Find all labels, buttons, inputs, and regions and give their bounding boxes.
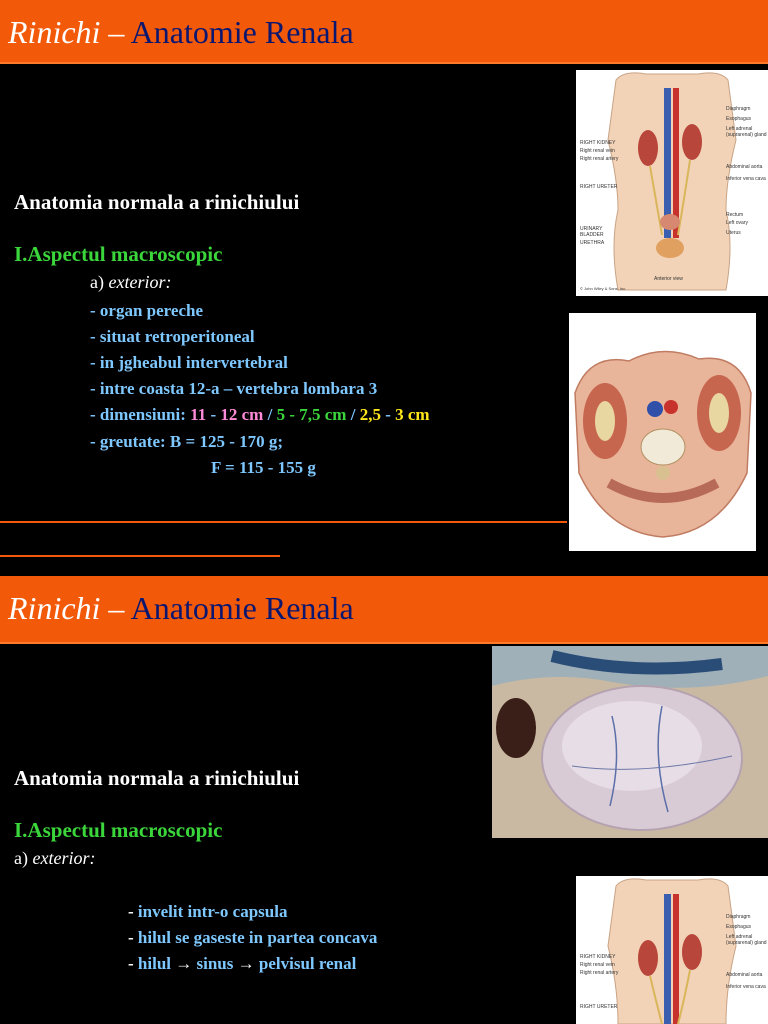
label-right-renal-artery: Right renal artery xyxy=(580,156,619,162)
label-adrenal-gland: (suprarenal) gland xyxy=(726,132,767,138)
label-right-kidney: RIGHT KIDNEY xyxy=(580,140,616,146)
bullet-item: - invelit intr-o capsula xyxy=(128,902,288,921)
title-bar xyxy=(0,0,768,64)
divider-line xyxy=(0,521,567,523)
label-right-ureter: RIGHT URETER xyxy=(580,184,618,190)
label-right-renal-artery: Right renal artery xyxy=(580,970,619,976)
slide-title: Rinichi – Anatomie Renala xyxy=(8,14,354,50)
label-adrenal-gland: (suprarenal) gland xyxy=(726,940,767,946)
label-right-ureter: RIGHT URETER xyxy=(580,1004,618,1010)
label-vena-cava: Inferior vena cava xyxy=(726,984,766,990)
title-bar xyxy=(0,576,768,644)
arrow-icon: → xyxy=(237,954,255,973)
label-uterus: Uterus xyxy=(726,230,741,236)
slide-2 xyxy=(0,576,768,1024)
label-bladder: BLADDER xyxy=(580,232,604,238)
exterior-label: a) exterior: xyxy=(90,272,172,292)
urinary-system-figure xyxy=(576,70,768,296)
label-anterior-view: Anterior view xyxy=(654,276,683,282)
label-right-kidney: RIGHT KIDNEY xyxy=(580,954,616,960)
subsection-heading: I.Aspectul macroscopic xyxy=(14,242,223,266)
section-heading: Anatomia normala a rinichiului xyxy=(14,766,300,790)
label-right-renal-vein: Right renal vein xyxy=(580,962,615,968)
label-aorta: Abdominal aorta xyxy=(726,972,763,978)
label-urinary: URINARY xyxy=(580,226,603,232)
label-aorta: Abdominal aorta xyxy=(726,164,763,170)
subsection-heading: I.Aspectul macroscopic xyxy=(14,818,223,842)
label-left-adrenal: Left adrenal xyxy=(726,934,753,940)
label-esophagus: Esophagus xyxy=(726,116,752,122)
weight-line: - greutate: B = 125 - 170 g; xyxy=(90,432,284,451)
bullet-item: - hilul se gaseste in partea concava xyxy=(128,928,378,947)
exterior-label: a) exterior: xyxy=(14,848,96,868)
bullet-item: - situat retroperitoneal xyxy=(90,327,255,346)
weight-line-female: F = 115 - 155 g xyxy=(211,458,316,477)
bullet-item: - organ pereche xyxy=(90,301,203,320)
urinary-system-figure xyxy=(576,876,768,1024)
label-urethra: URETHRA xyxy=(580,240,605,246)
slide-separator xyxy=(0,555,280,557)
bullet-item: - intre coasta 12-a – vertebra lombara 3 xyxy=(90,379,378,398)
label-diaphragm: Diaphragm xyxy=(726,914,751,920)
dimensions-line: - dimensiuni: 11 - 12 cm / 5 - 7,5 cm / 2,5 - 3 cm xyxy=(90,405,430,424)
slide-title: Rinichi – Anatomie Renala xyxy=(8,590,354,626)
label-diaphragm: Diaphragm xyxy=(726,106,751,112)
kidney-photo xyxy=(492,646,768,838)
bullet-item: - hilul → sinus → pelvisul renal xyxy=(128,954,357,973)
label-left-adrenal: Left adrenal xyxy=(726,126,753,132)
label-left-ovary: Left ovary xyxy=(726,220,748,226)
label-rectum: Rectum xyxy=(726,212,744,218)
label-vena-cava: Inferior vena cava xyxy=(726,176,766,182)
label-esophagus: Esophagus xyxy=(726,924,752,930)
arrow-icon: → xyxy=(175,954,193,973)
bullet-item: - in jgheabul intervertebral xyxy=(90,353,288,372)
section-heading: Anatomia normala a rinichiului xyxy=(14,190,300,214)
label-credit: © John Wiley & Sons, Inc. xyxy=(580,286,627,291)
abdominal-cross-section-figure xyxy=(569,313,756,551)
label-right-renal-vein: Right renal vein xyxy=(580,148,615,154)
